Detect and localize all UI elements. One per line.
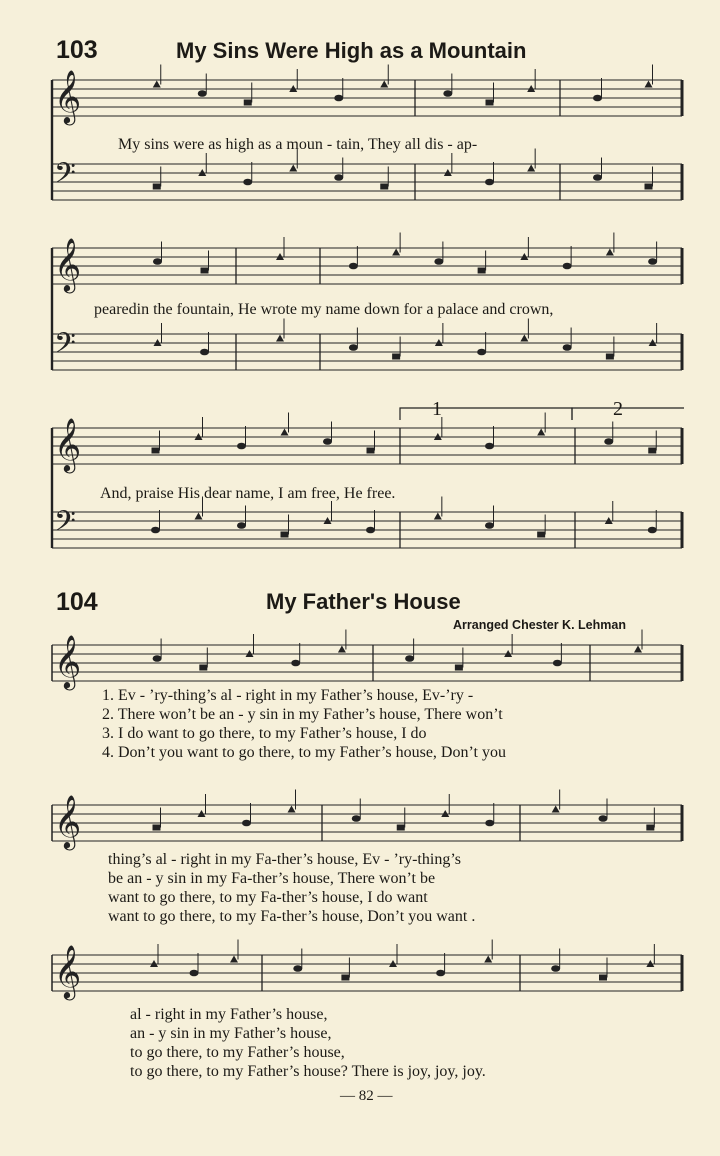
verse-4-line: want to go there, to my Fa-ther’s house, Don’t you want . <box>108 908 476 925</box>
note-head <box>405 655 414 662</box>
verse-2-line: be an - y sin in my Fa-ther’s house, There won’t be <box>108 870 436 887</box>
note-head <box>151 527 160 534</box>
note-head <box>392 354 400 360</box>
note-head <box>645 81 653 88</box>
first-ending-bracket <box>400 408 572 420</box>
note-head <box>648 258 657 265</box>
note-head <box>527 165 535 172</box>
note-head <box>485 443 494 450</box>
first-ending-number: 1 <box>432 398 442 420</box>
note-head <box>392 249 400 256</box>
note-head <box>455 665 463 671</box>
hymn-104-number: 104 <box>56 588 98 616</box>
note-head <box>195 513 203 520</box>
second-ending-bracket <box>572 408 684 420</box>
note-head <box>563 344 572 351</box>
verse-1-line: thing’s al - right in my Fa-ther’s house, Ev - ’ry-thing’s <box>108 851 461 868</box>
note-head <box>599 975 607 981</box>
note-head <box>606 249 614 256</box>
note-head <box>646 825 654 831</box>
note-head <box>553 660 562 667</box>
note-head <box>478 268 486 274</box>
bass-clef-icon: 𝄢 <box>54 327 76 367</box>
page-number: — 82 — <box>340 1088 393 1104</box>
verse-2-line: 2. There won’t be an - y sin in my Father’s house, There won’t <box>102 706 503 723</box>
note-head <box>604 438 613 445</box>
note-head <box>599 815 608 822</box>
note-head <box>537 532 545 538</box>
hymn-104-verses-system-2 <box>108 850 475 926</box>
note-head <box>634 646 642 653</box>
verse-1-line: al - right in my Father’s house, <box>130 1006 328 1023</box>
note-head <box>341 975 349 981</box>
note-head <box>648 527 657 534</box>
note-head <box>200 349 209 356</box>
hymn-103-lyric-line-3: And, praise His dear name, I am free, He free. <box>100 485 396 502</box>
verse-2-line: an - y sin in my Father’s house, <box>130 1025 332 1042</box>
second-ending-number: 2 <box>613 398 623 420</box>
note-head <box>486 100 494 106</box>
note-head <box>153 258 162 265</box>
note-head <box>293 965 302 972</box>
note-head <box>443 90 452 97</box>
note-head <box>244 100 252 106</box>
note-head <box>563 263 572 270</box>
note-head <box>334 174 343 181</box>
treble-clef-icon: 𝄞 <box>54 634 82 688</box>
hymn-104-title: My Father's House <box>266 589 461 614</box>
note-head <box>201 268 209 274</box>
note-head <box>152 448 160 454</box>
note-head <box>349 344 358 351</box>
note-head <box>289 165 297 172</box>
verse-4-line: 4. Don’t you want to go there, to my Father’s house, Don’t you <box>102 744 506 761</box>
note-head <box>537 429 545 436</box>
bass-clef-icon: 𝄢 <box>54 157 76 197</box>
note-head <box>334 95 343 102</box>
note-head <box>380 184 388 190</box>
treble-clef-icon: 𝄞 <box>54 944 82 998</box>
treble-clef-icon: 𝄞 <box>54 417 82 471</box>
note-head <box>198 90 207 97</box>
hymn-103-number: 103 <box>56 36 98 64</box>
bass-clef-icon: 𝄢 <box>54 505 76 545</box>
note-head <box>436 970 445 977</box>
note-head <box>434 513 442 520</box>
note-head <box>367 448 375 454</box>
note-head <box>153 184 161 190</box>
note-head <box>153 825 161 831</box>
note-head <box>281 429 289 436</box>
note-head <box>199 665 207 671</box>
note-head <box>276 335 284 342</box>
note-head <box>648 448 656 454</box>
note-head <box>352 815 361 822</box>
treble-clef-icon: 𝄞 <box>54 69 82 123</box>
note-head <box>366 527 375 534</box>
treble-clef-icon: 𝄞 <box>54 794 82 848</box>
verse-3-line: want to go there, to my Fa-ther’s house, I do want <box>108 889 428 906</box>
hymn-104-verses-system-3 <box>130 1005 486 1081</box>
note-head <box>338 646 346 653</box>
note-head <box>593 95 602 102</box>
note-head <box>551 965 560 972</box>
note-head <box>281 532 289 538</box>
note-head <box>242 820 251 827</box>
note-head <box>434 258 443 265</box>
verse-1-line: 1. Ev - ’ry-thing’s al - right in my Father’s house, Ev-’ry - <box>102 687 474 704</box>
note-head <box>237 522 246 529</box>
note-head <box>477 349 486 356</box>
note-head <box>380 81 388 88</box>
verse-4-line: to go there, to my Father’s house? There is joy, joy, joy. <box>130 1063 486 1080</box>
hymn-103-title: My Sins Were High as a Mountain <box>176 38 527 63</box>
note-head <box>606 354 614 360</box>
note-head <box>349 263 358 270</box>
note-head <box>190 970 199 977</box>
note-head <box>593 174 602 181</box>
note-head <box>288 806 296 813</box>
arranger-credit: Arranged Chester K. Lehman <box>453 618 626 632</box>
note-head <box>485 820 494 827</box>
hymn-103-lyric-line-1: My sins were as high as a moun - tain, They all dis - ap- <box>118 136 478 153</box>
verse-3-line: 3. I do want to go there, to my Father’s house, I do <box>102 725 427 742</box>
note-head <box>243 179 252 186</box>
treble-clef-icon: 𝄞 <box>54 237 82 291</box>
hymn-103-lyric-line-2: pearedin the fountain, He wrote my name down for a palace and crown, <box>94 301 554 318</box>
note-head <box>485 179 494 186</box>
verse-3-line: to go there, to my Father’s house, <box>130 1044 345 1061</box>
note-head <box>485 522 494 529</box>
note-head <box>153 81 161 88</box>
hymn-104-verses-system-1 <box>102 686 506 762</box>
note-head <box>484 956 492 963</box>
note-head <box>323 438 332 445</box>
note-head <box>153 655 162 662</box>
note-head <box>291 660 300 667</box>
note-head <box>645 184 653 190</box>
note-head <box>397 825 405 831</box>
note-head <box>552 806 560 813</box>
note-head <box>230 956 238 963</box>
note-head <box>237 443 246 450</box>
note-head <box>520 335 528 342</box>
